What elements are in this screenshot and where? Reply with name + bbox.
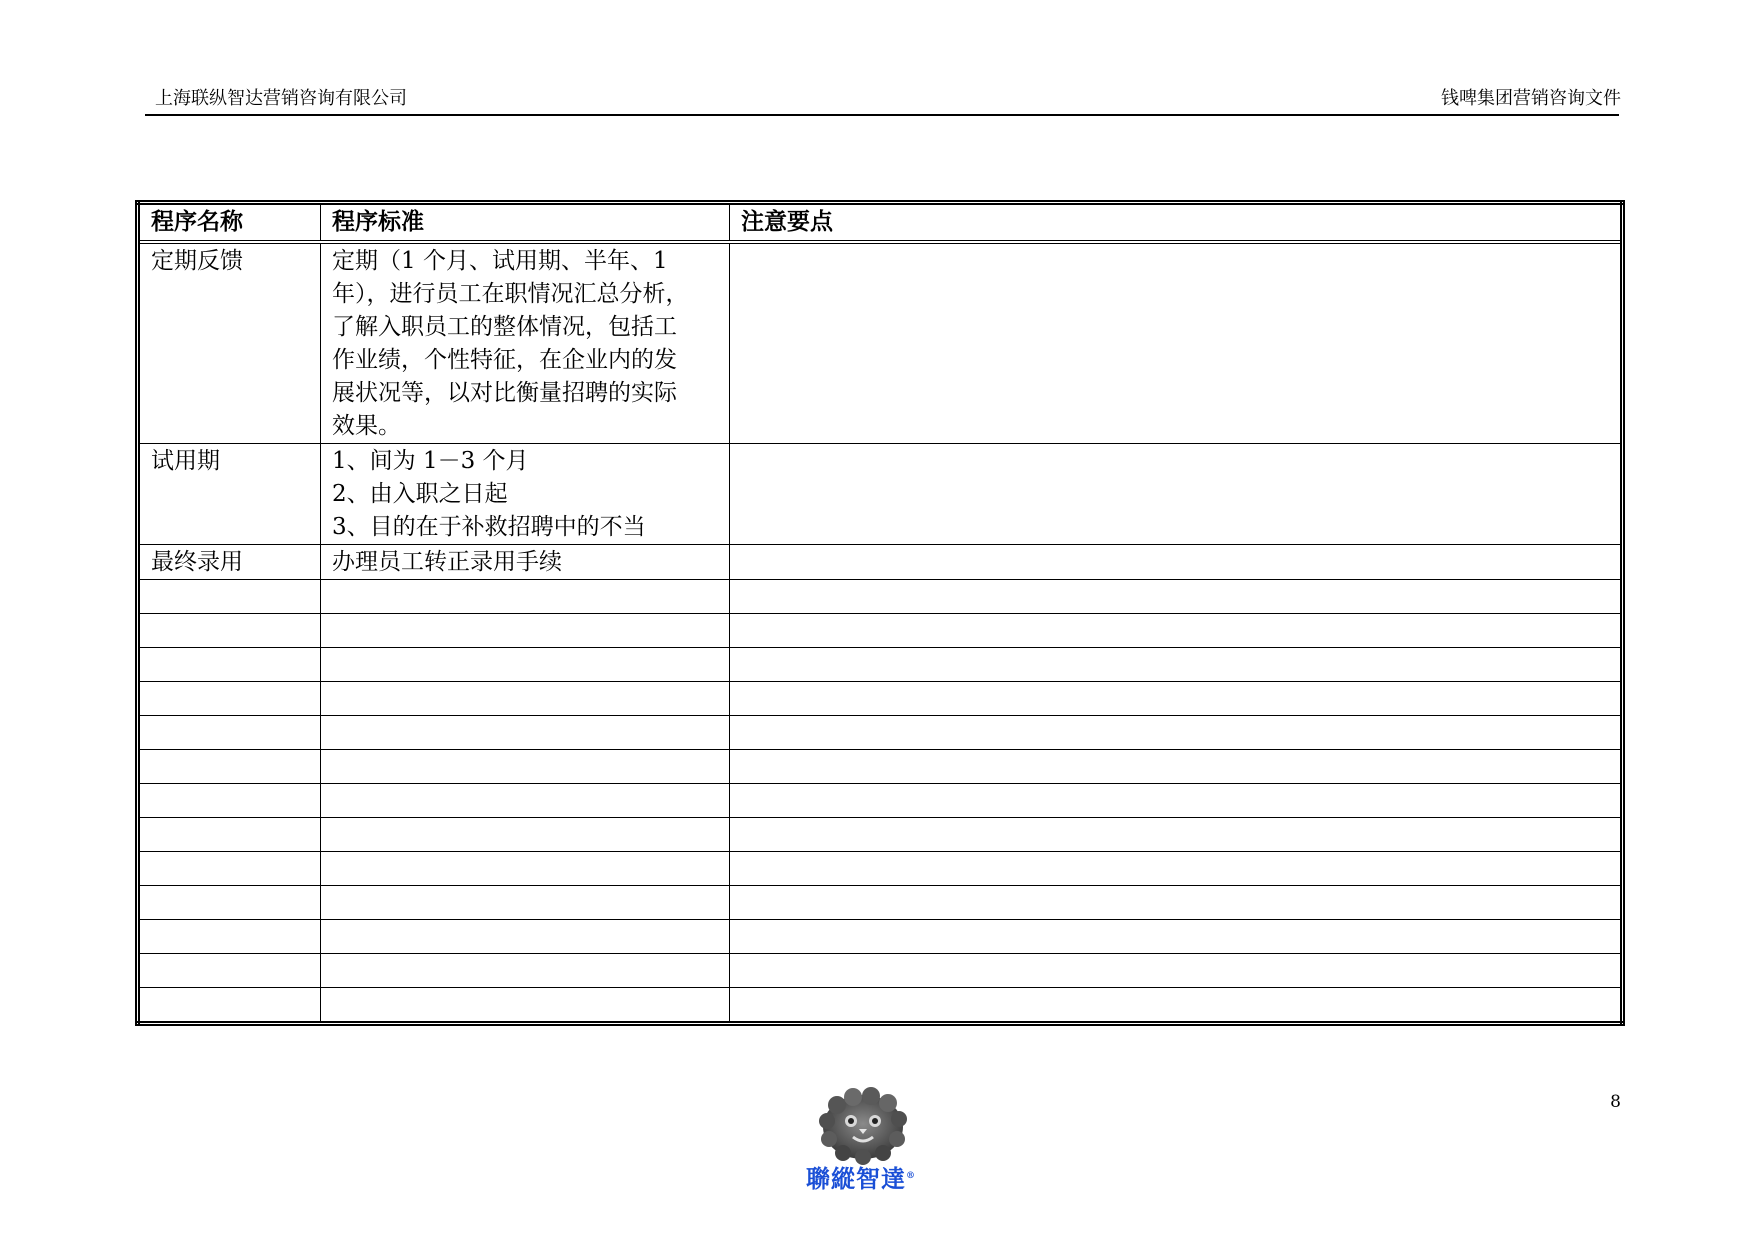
standard-line: 1、间为 1－3 个月: [332, 448, 529, 474]
notes-cell: [730, 444, 1623, 545]
standard-line: 展状况等，以对比衡量招聘的实际: [332, 380, 677, 406]
header-rule: [145, 114, 1619, 116]
notes-cell: [730, 682, 1623, 716]
column-header-procedure-name: 程序名称: [138, 203, 321, 243]
notes-cell: [730, 818, 1623, 852]
page-number: 8: [1610, 1092, 1621, 1112]
table-row-empty: [138, 886, 1623, 920]
procedure-name-cell: [138, 784, 321, 818]
procedure-name-cell: 试用期: [138, 444, 321, 545]
notes-cell: [730, 614, 1623, 648]
procedure-standard-cell: [321, 750, 730, 784]
table-row-empty: [138, 648, 1623, 682]
standard-line: 办理员工转正录用手续: [332, 549, 562, 575]
table-row-empty: [138, 852, 1623, 886]
procedure-name-cell: [138, 988, 321, 1024]
table-row-empty: [138, 988, 1623, 1024]
procedure-name-cell: 定期反馈: [138, 242, 321, 444]
procedure-name-cell: [138, 818, 321, 852]
logo-wordmark: [806, 1159, 916, 1194]
procedure-name-cell: [138, 886, 321, 920]
procedure-standard-cell: [321, 920, 730, 954]
notes-cell: [730, 545, 1623, 580]
procedure-standard-cell: [321, 648, 730, 682]
notes-cell: [730, 784, 1623, 818]
table-row-empty: [138, 750, 1623, 784]
procedure-standard-cell: [321, 444, 730, 545]
empty-rows-group: [138, 580, 1623, 1024]
procedure-standard-cell: [321, 988, 730, 1024]
procedure-table: [135, 200, 1625, 1026]
header-company-name: 上海联纵智达营销咨询有限公司: [155, 88, 407, 109]
procedure-standard-cell: [321, 242, 730, 444]
logo-text: 聯縱智達: [806, 1164, 906, 1193]
notes-cell: [730, 242, 1623, 444]
notes-cell: [730, 988, 1623, 1024]
procedure-name-cell: [138, 716, 321, 750]
procedure-name-cell: [138, 682, 321, 716]
table-row-empty: [138, 920, 1623, 954]
notes-cell: [730, 716, 1623, 750]
procedure-standard-cell: [321, 886, 730, 920]
notes-cell: [730, 954, 1623, 988]
procedure-standard-cell: [321, 545, 730, 580]
standard-line: 效果。: [332, 413, 401, 439]
table-header-row: [138, 203, 1623, 243]
notes-cell: [730, 750, 1623, 784]
procedure-standard-cell: [321, 580, 730, 614]
table-row-empty: [138, 784, 1623, 818]
notes-cell: [730, 648, 1623, 682]
procedure-name-cell: [138, 614, 321, 648]
notes-cell: [730, 852, 1623, 886]
notes-cell: [730, 580, 1623, 614]
standard-line: 年），进行员工在职情况汇总分析，: [332, 281, 689, 307]
standard-line: 3、目的在于补救招聘中的不当: [332, 514, 646, 540]
procedure-standard-cell: [321, 614, 730, 648]
procedure-standard-cell: [321, 852, 730, 886]
table-row-empty: [138, 682, 1623, 716]
table-row-empty: [138, 818, 1623, 852]
procedure-standard-cell: [321, 818, 730, 852]
column-header-notes: 注意要点: [730, 203, 1623, 243]
table-row: [138, 444, 1623, 545]
table-row-empty: [138, 614, 1623, 648]
header-document-title: 钱啤集团营销咨询文件: [1441, 88, 1621, 109]
procedure-name-cell: 最终录用: [138, 545, 321, 580]
procedure-standard-cell: [321, 954, 730, 988]
column-header-procedure-standard: 程序标准: [321, 203, 730, 243]
table-row-empty: [138, 954, 1623, 988]
standard-line: 作业绩，个性特征，在企业内的发: [332, 347, 677, 373]
notes-cell: [730, 886, 1623, 920]
notes-cell: [730, 920, 1623, 954]
procedure-name-cell: [138, 648, 321, 682]
table-row-empty: [138, 716, 1623, 750]
registered-mark: ®: [906, 1171, 916, 1181]
standard-line: 了解入职员工的整体情况，包括工: [332, 314, 677, 340]
procedure-name-cell: [138, 920, 321, 954]
standard-line: 2、由入职之日起: [332, 481, 508, 507]
procedure-standard-cell: [321, 784, 730, 818]
procedure-name-cell: [138, 750, 321, 784]
standard-line: 定期（1 个月、试用期、半年、1: [332, 248, 668, 274]
procedure-name-cell: [138, 580, 321, 614]
procedure-name-cell: [138, 954, 321, 988]
table-row-empty: [138, 580, 1623, 614]
table-row: [138, 545, 1623, 580]
procedure-name-cell: [138, 852, 321, 886]
procedure-standard-cell: [321, 682, 730, 716]
table-row: [138, 242, 1623, 444]
procedure-standard-cell: [321, 716, 730, 750]
